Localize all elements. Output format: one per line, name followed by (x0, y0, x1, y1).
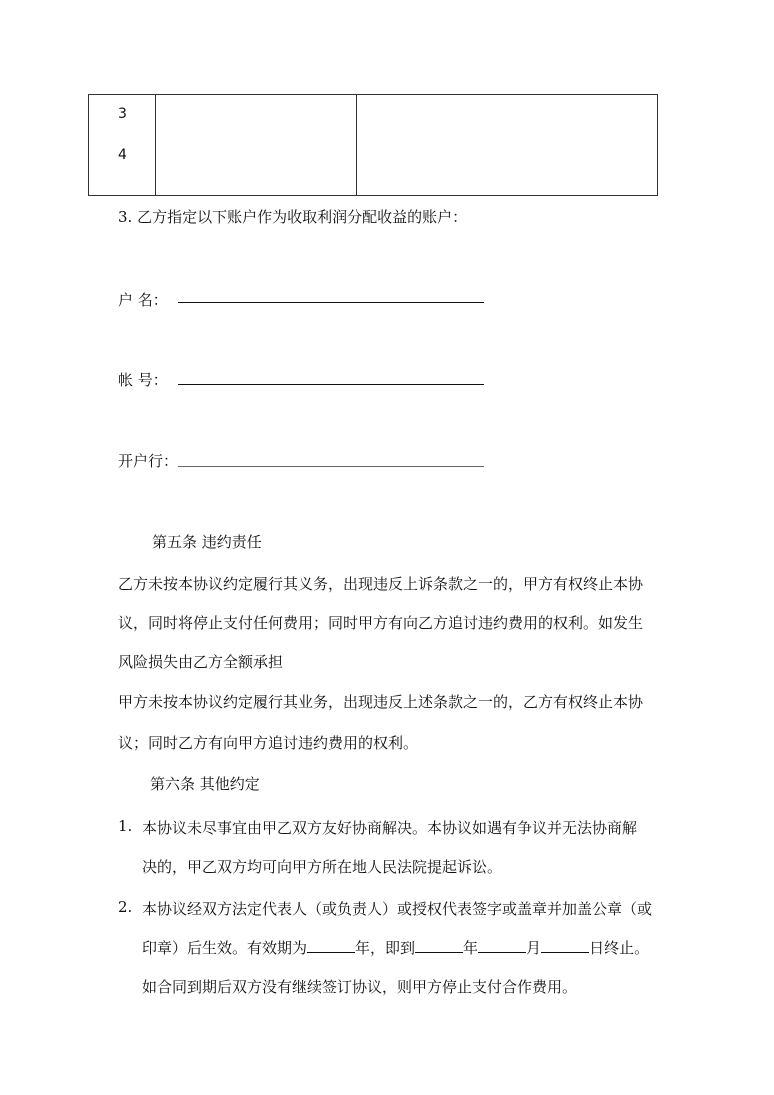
item1-line: 本协议未尽事宜由甲乙双方友好协商解决。本协议如遇有争议并无法协商解 (142, 819, 638, 837)
account-name-label: 户 名： (118, 291, 168, 309)
bank-line (178, 446, 484, 467)
bank-label: 开户行： (118, 452, 179, 470)
account-number-label: 帐 号： (118, 371, 168, 389)
article5-line: 乙方未按本协议约定履行其义务，出现违反上诉条款之一的，甲方有权终止本协 (118, 575, 644, 593)
validity-text: 年，即到 (355, 939, 416, 957)
account-intro: 3. 乙方指定以下账户作为收取利润分配收益的账户： (118, 208, 468, 226)
table-cell (156, 95, 357, 196)
item1-line: 决的，甲乙双方均可向甲方所在地人民法院提起诉讼。 (142, 858, 503, 876)
years-blank (307, 938, 355, 953)
item2-line: 本协议经双方法定代表人（或负责人）或授权代表签字或盖章并加盖公章（或 (142, 900, 653, 918)
article5-line: 议；同时乙方有向甲方追讨违约费用的权利。 (118, 734, 419, 752)
row-number: 4 (118, 147, 127, 163)
validity-text: 月 (526, 939, 542, 957)
account-number-line (178, 364, 484, 385)
end-month-blank (478, 938, 526, 953)
article5-line: 风险损失由乙方全额承担 (118, 653, 284, 671)
item2-number: 2. (118, 898, 133, 916)
article5-line: 甲方未按本协议约定履行其业务，出现违反上述条款之一的，乙方有权终止本协 (118, 693, 644, 711)
item2-line: 如合同到期后双方没有继续签订协议，则甲方停止支付合作费用。 (142, 978, 578, 996)
article6-title: 第六条 其他约定 (150, 775, 260, 793)
validity-text: 日终止。 (589, 939, 650, 957)
article5-line: 议，同时将停止支付任何费用；同时甲方有向乙方追讨违约费用的权利。如发生 (118, 614, 644, 632)
account-name-line (178, 284, 484, 303)
row-number: 3 (118, 106, 127, 122)
end-day-blank (541, 938, 589, 953)
end-year-blank (415, 938, 463, 953)
validity-text: 印章）后生效。有效期为 (142, 939, 308, 957)
table-fragment (88, 94, 658, 196)
table-row (89, 95, 658, 196)
table-cell (357, 95, 658, 196)
article5-title: 第五条 违约责任 (152, 533, 262, 551)
validity-text: 年 (463, 939, 479, 957)
item2-validity-line (142, 937, 649, 958)
item1-number: 1. (118, 817, 133, 835)
